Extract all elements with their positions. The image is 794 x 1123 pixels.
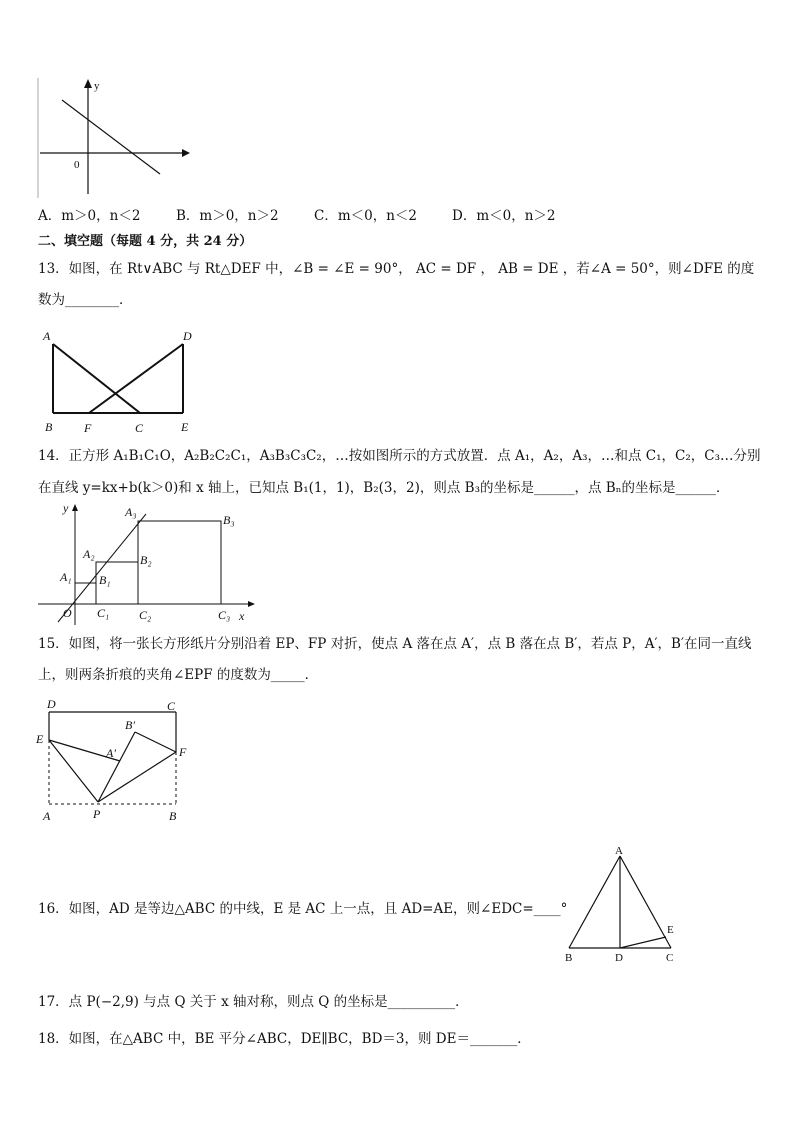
q13-label-f: F: [84, 421, 92, 435]
q14-label-b1: B₁: [99, 573, 111, 587]
q15-label-d: D: [47, 697, 56, 711]
q15-label-f: F: [179, 745, 187, 759]
q14-label-o: O: [63, 606, 72, 620]
q14-label-c3: C₃: [218, 608, 231, 622]
q14-figure: [36, 500, 258, 628]
q16-label-c: C: [666, 952, 674, 964]
q16-label-b: B: [565, 952, 573, 964]
q16-label-a: A: [615, 845, 623, 857]
q13-label-e: E: [181, 420, 189, 434]
q16-text: 16．如图，AD 是等边△ABC 的中线，E 是 AC 上一点，且 AD=AE，则∠EDC=____°: [38, 901, 568, 917]
q17-text: 17．点 P(−2,9) 与点 Q 关于 x 轴对称，则点 Q 的坐标是__________．: [38, 994, 469, 1010]
q15-label-b-prime: B′: [125, 718, 135, 732]
q15-label-b: B: [169, 809, 177, 823]
q15-label-a: A: [43, 809, 51, 823]
q12-origin-label: 0: [74, 159, 80, 171]
q15-figure: [34, 695, 194, 827]
q16-label-d: D: [615, 952, 623, 964]
q12-option-b: B．m＞0，n＞2: [176, 208, 279, 224]
q12-option-d: D．m＜0，n＞2: [452, 208, 556, 224]
q14-label-b2: B₂: [140, 553, 152, 567]
q14-label-y: y: [63, 501, 69, 515]
q15-line1: 15．如图，将一张长方形纸片分别沿着 EP、FP 对折，使点 A 落在点 A′，点 B 落在点 B′，若点 P，A′，B′在同一直线: [38, 636, 752, 652]
q16-label-e: E: [667, 924, 674, 936]
q12-option-c: C．m＜0，n＜2: [314, 208, 418, 224]
q13-label-c: C: [135, 421, 144, 435]
q14-line2: 在直线 y=kx+b(k＞0)和 x 轴上，已知点 B₁(1，1)，B₂(3，2)，则点 B₃的坐标是______，点 Bₙ的坐标是______．: [38, 480, 730, 496]
q13-figure: [40, 326, 200, 438]
q12-y-label: y: [94, 80, 100, 92]
q14-label-a3: A₃: [125, 505, 137, 519]
q14-label-c2: C₂: [139, 608, 152, 622]
q14-label-c1: C₁: [97, 606, 110, 620]
q12-option-a: A．m＞0，n＜2: [38, 208, 141, 224]
q14-label-b3: B₃: [223, 513, 235, 527]
q15-line2: 上，则两条折痕的夹角∠EPF 的度数为_____．: [38, 667, 319, 683]
q15-label-e: E: [36, 732, 44, 746]
q13-line1: 13．如图，在 Rt∨ABC 与 Rt△DEF 中，∠B = ∠E = 90°， AC = DF ， AB = DE ，若∠A = 50°，则∠DFE 的度: [38, 261, 755, 277]
section-heading: 二、填空题（每题 4 分，共 24 分）: [38, 234, 253, 249]
q15-label-c: C: [167, 699, 176, 713]
q12-graph: [36, 76, 191, 200]
q14-label-x: x: [239, 609, 245, 623]
q15-label-a-prime: A′: [106, 746, 116, 760]
q13-line2: 数为________．: [38, 292, 133, 308]
q18-text: 18．如图，在△ABC 中，BE 平分∠ABC，DE∥BC，BD＝3，则 DE＝_______．: [38, 1031, 531, 1047]
q13-label-b: B: [45, 420, 53, 434]
q14-line1: 14．正方形 A₁B₁C₁O，A₂B₂C₂C₁，A₃B₃C₃C₂，…按如图所示的方式放置．点 A₁，A₂，A₃，…和点 C₁，C₂，C₃…分别: [38, 448, 761, 464]
q14-label-a1: A₁: [60, 570, 72, 584]
q16-figure: [560, 842, 690, 966]
q15-label-p: P: [93, 807, 101, 821]
q13-label-d: D: [183, 329, 192, 343]
q14-label-a2: A₂: [83, 547, 95, 561]
q13-label-a: A: [43, 329, 51, 343]
